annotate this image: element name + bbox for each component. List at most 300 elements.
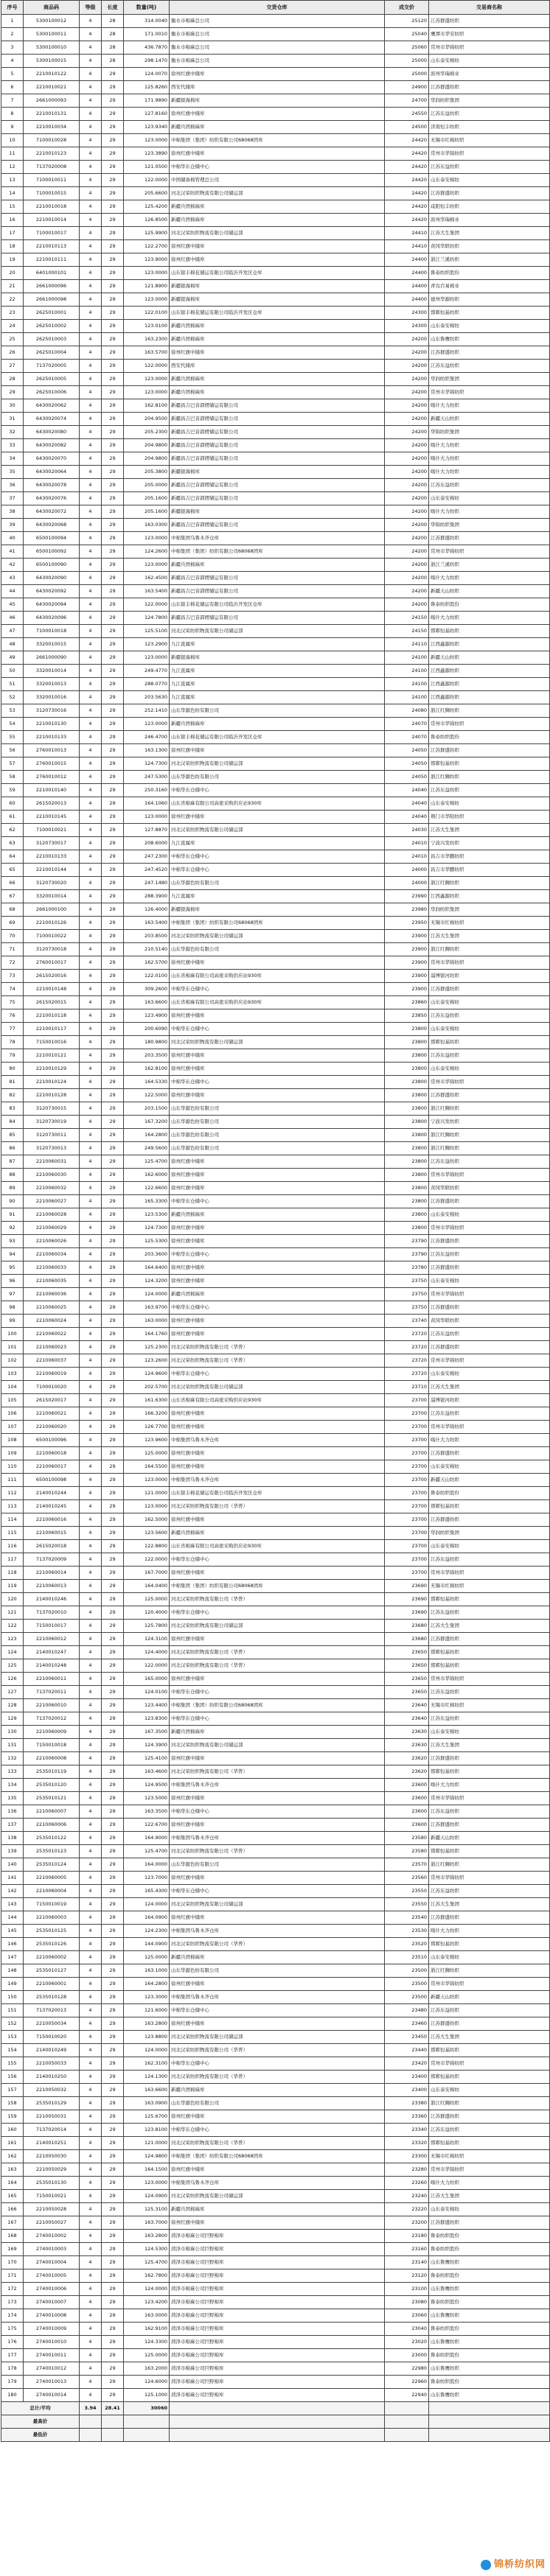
- cell-warehouse: 中棉华东仓储中心: [170, 864, 385, 877]
- cell-warehouse: 新疆兵团棉麻库: [170, 320, 385, 333]
- table-row: [1, 625, 550, 638]
- cell-code: 3320010014: [24, 665, 80, 678]
- cell-grade: 4: [80, 1089, 102, 1102]
- cell-trader: 浙江红狮纺织: [429, 1142, 550, 1155]
- cell-code: 7150010021: [24, 2190, 80, 2203]
- cell-index: 77: [1, 1023, 24, 1036]
- cell-quantity: 126.4000: [124, 903, 170, 917]
- table-row: [1, 811, 550, 824]
- cell-index: 152: [1, 2017, 24, 2031]
- cell-trader: 宁波兴发纺织: [429, 1116, 550, 1129]
- col-header-quantity: 数量(吨): [124, 1, 170, 15]
- cell-warehouse: 徐州红旗中储库: [170, 147, 385, 161]
- cell-length: 29: [102, 1063, 124, 1076]
- cell-code: 2210060031: [24, 1155, 80, 1169]
- cell-trader: 山东鲁鹰纺织: [429, 2309, 550, 2323]
- cell-grade: 4: [80, 1620, 102, 1633]
- cell-warehouse: 河北汉荣纺织物流有限公司（华普）: [170, 2044, 385, 2057]
- cell-price: 23900: [385, 983, 429, 996]
- cell-trader: 江苏东益纺织: [429, 1049, 550, 1063]
- cell-grade: 4: [80, 1673, 102, 1686]
- cell-length: 29: [102, 1076, 124, 1089]
- cell-warehouse: 九江直属库: [170, 665, 385, 678]
- cell-length: 29: [102, 2071, 124, 2084]
- cell-length: 29: [102, 943, 124, 956]
- table-row: [1, 293, 550, 307]
- cell-price: 23980: [385, 903, 429, 917]
- cell-price: 23700: [385, 1394, 429, 1407]
- cell-warehouse: 徐州红旗中储库: [170, 744, 385, 757]
- cell-price: 24050: [385, 757, 429, 771]
- table-row: [1, 2057, 550, 2071]
- table-row: [1, 704, 550, 718]
- cell-trader: 山东泰安棉纺: [429, 492, 550, 505]
- cell-trader: 江苏大生集团: [429, 1381, 550, 1394]
- cell-grade: 4: [80, 1208, 102, 1222]
- cell-quantity: 124.9500: [124, 1779, 170, 1792]
- cell-code: 6500100094: [24, 532, 80, 545]
- footer-label: 最高价: [1, 2415, 80, 2429]
- table-row: [1, 1752, 550, 1765]
- cell-price: 23260: [385, 2177, 429, 2190]
- cell-price: 24420: [385, 187, 429, 200]
- cell-warehouse: 中棉华东仓储中心: [170, 1686, 385, 1699]
- cell-quantity: 163.7000: [124, 2216, 170, 2230]
- cell-length: 29: [102, 678, 124, 691]
- cell-price: 24100: [385, 665, 429, 678]
- cell-index: 148: [1, 1964, 24, 1978]
- cell-trader: 常州市华锦纺织: [429, 1288, 550, 1301]
- cell-price: 24040: [385, 811, 429, 824]
- cell-index: 135: [1, 1792, 24, 1805]
- table-row: [1, 1686, 550, 1699]
- cell-code: 2210010131: [24, 108, 80, 121]
- cell-warehouse: 山东华源色纺有限公司: [170, 704, 385, 718]
- cell-grade: 4: [80, 943, 102, 956]
- cell-index: 82: [1, 1089, 24, 1102]
- cell-grade: 4: [80, 452, 102, 466]
- cell-grade: 4: [80, 214, 102, 227]
- cell-quantity: 125.0000: [124, 1951, 170, 1964]
- cell-trader: 江苏大生集团: [429, 1739, 550, 1752]
- cell-grade: 4: [80, 1116, 102, 1129]
- cell-price: 24420: [385, 200, 429, 214]
- table-row: [1, 1169, 550, 1182]
- cell-quantity: 123.0000: [124, 651, 170, 665]
- cell-quantity: 124.0000: [124, 1288, 170, 1301]
- cell-warehouse: 徐州红旗中储库: [170, 1421, 385, 1434]
- cell-quantity: 123.0000: [124, 386, 170, 399]
- cell-price: 23900: [385, 930, 429, 943]
- cell-grade: 4: [80, 1832, 102, 1845]
- table-row: [1, 1063, 550, 1076]
- cell-index: 36: [1, 479, 24, 492]
- cell-grade: 4: [80, 665, 102, 678]
- cell-warehouse: 新疆昌吉巴音郭楞储运有限公司: [170, 426, 385, 439]
- cell-warehouse: 山东华源色纺有限公司: [170, 1964, 385, 1978]
- cell-trader: 昌吉市华鹏纺织: [429, 864, 550, 877]
- cell-quantity: 163.1300: [124, 744, 170, 757]
- footer-grade: [80, 2429, 102, 2442]
- cell-quantity: 288.3900: [124, 890, 170, 903]
- cell-quantity: 123.0000: [124, 134, 170, 147]
- cell-quantity: 205.0000: [124, 479, 170, 492]
- cell-price: 24420: [385, 161, 429, 174]
- cell-price: 23620: [385, 1765, 429, 1779]
- cell-code: 2210060024: [24, 1315, 80, 1328]
- cell-index: 120: [1, 1593, 24, 1606]
- table-row: [1, 877, 550, 890]
- cell-quantity: 163.2000: [124, 2362, 170, 2376]
- cell-warehouse: 中棉集团（集团）纺织有限公司68068团库: [170, 1699, 385, 1712]
- cell-length: 29: [102, 2017, 124, 2031]
- cell-trader: 江苏群盛纺织: [429, 532, 550, 545]
- cell-price: 23800: [385, 1036, 429, 1049]
- cell-warehouse: 菏泽市棉麻公司巨野棉库: [170, 2362, 385, 2376]
- cell-index: 115: [1, 1527, 24, 1540]
- cell-quantity: 204.9800: [124, 439, 170, 452]
- cell-price: 23950: [385, 917, 429, 930]
- cell-trader: 鲁泰纺织股份: [429, 2376, 550, 2389]
- cell-index: 95: [1, 1261, 24, 1275]
- cell-warehouse: 山东省棉麻有限公司高密采购供应站930库: [170, 1394, 385, 1407]
- cell-warehouse: 中棉集团乌鲁木齐仓库: [170, 532, 385, 545]
- cell-price: 24070: [385, 731, 429, 744]
- cell-grade: 4: [80, 811, 102, 824]
- footer-length: 28.41: [102, 2402, 124, 2415]
- cell-code: 2210050029: [24, 2163, 80, 2177]
- cell-warehouse: 中棉集团乌鲁木齐仓库: [170, 1991, 385, 2004]
- cell-quantity: 163.5400: [124, 585, 170, 598]
- footer-warehouse: [170, 2415, 385, 2429]
- cell-warehouse: 河北汉荣纺织物流有限公司储运部: [170, 1620, 385, 1633]
- cell-code: 2210010126: [24, 917, 80, 930]
- cell-warehouse: 山东省棉麻有限公司高密采购供应站930库: [170, 970, 385, 983]
- cell-quantity: 123.2900: [124, 638, 170, 651]
- cell-price: 24420: [385, 147, 429, 161]
- cell-code: 2210010014: [24, 214, 80, 227]
- footer-warehouse: [170, 2429, 385, 2442]
- cell-length: 29: [102, 1540, 124, 1553]
- cell-code: 6430020062: [24, 399, 80, 413]
- cell-code: 2535010126: [24, 1938, 80, 1951]
- cell-trader: 鲁泰纺织股份: [429, 2323, 550, 2336]
- cell-quantity: 124.3200: [124, 1275, 170, 1288]
- cell-code: 2615020017: [24, 1394, 80, 1407]
- cell-grade: 4: [80, 757, 102, 771]
- cell-quantity: 166.3200: [124, 1407, 170, 1421]
- cell-grade: 4: [80, 2150, 102, 2163]
- cell-index: 3: [1, 41, 24, 55]
- cell-index: 128: [1, 1699, 24, 1712]
- cell-quantity: 309.2600: [124, 983, 170, 996]
- cell-code: 2535010130: [24, 2177, 80, 2190]
- cell-grade: 4: [80, 1487, 102, 1500]
- cell-price: 25000: [385, 55, 429, 68]
- table-row: [1, 598, 550, 612]
- cell-grade: 4: [80, 903, 102, 917]
- cell-index: 78: [1, 1036, 24, 1049]
- cell-length: 29: [102, 1567, 124, 1580]
- cell-code: 2210010128: [24, 1089, 80, 1102]
- cell-code: 2535010120: [24, 1779, 80, 1792]
- cell-warehouse: 衡水市棉麻总公司: [170, 55, 385, 68]
- cell-quantity: 121.0000: [124, 1487, 170, 1500]
- table-row: [1, 1129, 550, 1142]
- cell-length: 29: [102, 320, 124, 333]
- cell-grade: 4: [80, 1235, 102, 1248]
- cell-trader: 江苏东益纺织: [429, 108, 550, 121]
- cell-length: 29: [102, 1421, 124, 1434]
- cell-index: 37: [1, 492, 24, 505]
- cell-warehouse: 徐州红旗中储库: [170, 1155, 385, 1169]
- cell-quantity: 125.4700: [124, 1845, 170, 1858]
- cell-quantity: 163.2800: [124, 2017, 170, 2031]
- cell-code: 2210060012: [24, 1633, 80, 1646]
- cell-trader: 常州市华锦纺织: [429, 1673, 550, 1686]
- cell-grade: 4: [80, 930, 102, 943]
- cell-code: 2210050034: [24, 2017, 80, 2031]
- footer-price: [385, 2429, 429, 2442]
- cell-length: 29: [102, 134, 124, 147]
- cell-length: 29: [102, 771, 124, 784]
- cell-length: 29: [102, 1925, 124, 1938]
- cell-quantity: 123.0000: [124, 559, 170, 572]
- cell-price: 23800: [385, 1049, 429, 1063]
- cell-index: 87: [1, 1155, 24, 1169]
- cell-quantity: 123.0000: [124, 373, 170, 386]
- cell-price: 24050: [385, 771, 429, 784]
- cell-code: 2535010124: [24, 1858, 80, 1872]
- cell-trader: 山东泰安棉纺: [429, 2084, 550, 2097]
- table-row: [1, 1328, 550, 1341]
- cell-grade: 4: [80, 307, 102, 320]
- table-row: [1, 2163, 550, 2177]
- cell-price: 23800: [385, 1142, 429, 1155]
- cell-index: 46: [1, 612, 24, 625]
- cell-grade: 4: [80, 1248, 102, 1261]
- cell-code: 2210060032: [24, 1182, 80, 1195]
- cell-grade: 4: [80, 864, 102, 877]
- cell-trader: 江苏群盛纺织: [429, 2110, 550, 2124]
- cell-grade: 4: [80, 1315, 102, 1328]
- cell-quantity: 122.6700: [124, 1819, 170, 1832]
- cell-trader: 华润纺织集团: [429, 1527, 550, 1540]
- cell-code: 2535010125: [24, 1925, 80, 1938]
- table-row: [1, 1620, 550, 1633]
- cell-quantity: 122.0000: [124, 598, 170, 612]
- cell-length: 29: [102, 2177, 124, 2190]
- cell-index: 168: [1, 2230, 24, 2243]
- cell-price: 23700: [385, 1567, 429, 1580]
- cell-grade: 4: [80, 1301, 102, 1315]
- cell-grade: 4: [80, 1195, 102, 1208]
- cell-index: 23: [1, 307, 24, 320]
- table-row: [1, 2243, 550, 2256]
- cell-code: 2210060028: [24, 1208, 80, 1222]
- cell-trader: 常州市华锦纺织: [429, 1169, 550, 1182]
- cell-quantity: 124.4000: [124, 1646, 170, 1659]
- cell-quantity: 124.6000: [124, 2376, 170, 2389]
- cell-index: 103: [1, 1368, 24, 1381]
- cell-quantity: 165.4300: [124, 1885, 170, 1898]
- cell-price: 23240: [385, 2190, 429, 2203]
- footer-trader: [429, 2429, 550, 2442]
- cell-grade: 4: [80, 134, 102, 147]
- table-row: [1, 1991, 550, 2004]
- cell-warehouse: 徐州红旗中储库: [170, 2216, 385, 2230]
- table-row: [1, 2362, 550, 2376]
- cell-grade: 4: [80, 532, 102, 545]
- cell-trader: 山东鲁鹰纺织: [429, 2389, 550, 2402]
- cell-length: 29: [102, 532, 124, 545]
- cell-index: 70: [1, 930, 24, 943]
- cell-warehouse: 新疆银海棉库: [170, 466, 385, 479]
- footer-grade: 3.94: [80, 2402, 102, 2415]
- cell-grade: 4: [80, 1606, 102, 1620]
- cell-index: 96: [1, 1275, 24, 1288]
- cell-warehouse: 中棉集团（集团）纺织有限公司68068团库: [170, 2150, 385, 2163]
- cell-index: 139: [1, 1845, 24, 1858]
- table-row: [1, 68, 550, 81]
- table-row: [1, 253, 550, 267]
- cell-code: 2210060022: [24, 1328, 80, 1341]
- cell-warehouse: 山东银丰棉花储运有限公司临沂开发区仓库: [170, 731, 385, 744]
- cell-trader: 常州市华锦纺织: [429, 1872, 550, 1885]
- cell-quantity: 123.5300: [124, 1208, 170, 1222]
- cell-grade: 4: [80, 479, 102, 492]
- cell-code: 2210060005: [24, 1872, 80, 1885]
- cell-code: 2210060001: [24, 1978, 80, 1991]
- cell-trader: 山东泰安棉纺: [429, 1208, 550, 1222]
- table-row: [1, 956, 550, 970]
- cell-length: 29: [102, 704, 124, 718]
- cell-warehouse: 中棉华东仓储中心: [170, 2004, 385, 2017]
- cell-warehouse: 中棉华东仓储中心: [170, 1712, 385, 1726]
- cell-code: 2210060017: [24, 1460, 80, 1474]
- cell-quantity: 123.3890: [124, 147, 170, 161]
- cell-grade: 4: [80, 1712, 102, 1726]
- cell-warehouse: 徐州红旗中储库: [170, 2017, 385, 2031]
- cell-trader: 江苏群盛纺织: [429, 1752, 550, 1765]
- col-header-warehouse: 交货仓库: [170, 1, 385, 15]
- col-header-code: 商品码: [24, 1, 80, 15]
- cell-warehouse: 中棉集团乌鲁木齐仓库: [170, 2177, 385, 2190]
- cell-grade: 4: [80, 970, 102, 983]
- cell-warehouse: 新疆昌吉巴音郭楞储运有限公司: [170, 612, 385, 625]
- cell-index: 81: [1, 1076, 24, 1089]
- cell-index: 55: [1, 731, 24, 744]
- cell-code: 2210010121: [24, 1049, 80, 1063]
- cell-length: 29: [102, 1354, 124, 1368]
- cell-price: 24150: [385, 625, 429, 638]
- cell-price: 23800: [385, 1182, 429, 1195]
- cell-code: 6430020074: [24, 413, 80, 426]
- table-row: [1, 479, 550, 492]
- cell-grade: 4: [80, 1102, 102, 1116]
- cell-price: 24400: [385, 280, 429, 293]
- cell-trader: 喀什大力纺织: [429, 452, 550, 466]
- cell-code: 3320010013: [24, 678, 80, 691]
- cell-index: 101: [1, 1341, 24, 1354]
- cell-warehouse: 徐州红旗中储库: [170, 1819, 385, 1832]
- cell-trader: 黄冈华联纺织: [429, 1315, 550, 1328]
- footer-price: [385, 2415, 429, 2429]
- cell-index: 126: [1, 1673, 24, 1686]
- cell-warehouse: 徐州红旗中储库: [170, 108, 385, 121]
- cell-index: 72: [1, 956, 24, 970]
- cell-length: 29: [102, 1659, 124, 1673]
- cell-grade: 4: [80, 2097, 102, 2110]
- table-row: [1, 1951, 550, 1964]
- cell-warehouse: 新疆兵团棉麻库: [170, 1288, 385, 1301]
- cell-warehouse: 河北汉荣纺织物流有限公司储运部: [170, 1898, 385, 1911]
- cell-code: 2210060026: [24, 1235, 80, 1248]
- cell-warehouse: 新疆银海棉库: [170, 505, 385, 519]
- cell-code: 2210060020: [24, 1421, 80, 1434]
- cell-quantity: 123.0100: [124, 320, 170, 333]
- cell-quantity: 125.7800: [124, 1620, 170, 1633]
- cell-price: 23600: [385, 1792, 429, 1805]
- cell-code: 2210060029: [24, 1222, 80, 1235]
- cell-index: 98: [1, 1301, 24, 1315]
- cell-index: 45: [1, 598, 24, 612]
- cell-grade: 4: [80, 320, 102, 333]
- trade-results-table: [1, 0, 550, 2442]
- cell-index: 17: [1, 227, 24, 240]
- cell-quantity: 124.0000: [124, 2283, 170, 2296]
- cell-length: 29: [102, 399, 124, 413]
- cell-trader: 山东泰安棉纺: [429, 2203, 550, 2216]
- cell-quantity: 162.3100: [124, 2057, 170, 2071]
- cell-code: 7137020009: [24, 1553, 80, 1567]
- cell-index: 155: [1, 2057, 24, 2071]
- table-row: [1, 744, 550, 757]
- cell-index: 105: [1, 1394, 24, 1407]
- cell-length: 29: [102, 1288, 124, 1301]
- cell-grade: 4: [80, 466, 102, 479]
- cell-code: 3120730020: [24, 877, 80, 890]
- cell-code: 2740010003: [24, 2243, 80, 2256]
- cell-trader: 江西鑫源纺织: [429, 665, 550, 678]
- cell-length: 29: [102, 360, 124, 373]
- cell-length: 29: [102, 1394, 124, 1407]
- table-row: [1, 665, 550, 678]
- cell-trader: 江苏大生集团: [429, 824, 550, 837]
- cell-price: 23700: [385, 1434, 429, 1447]
- cell-price: 23800: [385, 1023, 429, 1036]
- cell-warehouse: 山东省棉麻有限公司高密采购供应站930库: [170, 1540, 385, 1553]
- cell-warehouse: 徐州红旗中储库: [170, 1315, 385, 1328]
- cell-trader: 江苏群盛纺织: [429, 1447, 550, 1460]
- cell-code: 6430020094: [24, 598, 80, 612]
- cell-trader: 淄博银河纺织: [429, 1394, 550, 1407]
- table-row: [1, 2110, 550, 2124]
- cell-length: 29: [102, 1978, 124, 1991]
- cell-index: 165: [1, 2190, 24, 2203]
- cell-price: 23790: [385, 1248, 429, 1261]
- cell-grade: 4: [80, 1155, 102, 1169]
- table-row: [1, 1739, 550, 1752]
- cell-code: 5300100010: [24, 41, 80, 55]
- cell-price: 23800: [385, 1102, 429, 1116]
- cell-price: 23860: [385, 996, 429, 1009]
- cell-length: 29: [102, 1368, 124, 1381]
- table-row: [1, 943, 550, 956]
- cell-warehouse: 山东华源色纺有限公司: [170, 877, 385, 890]
- cell-quantity: 123.3000: [124, 1991, 170, 2004]
- cell-length: 29: [102, 161, 124, 174]
